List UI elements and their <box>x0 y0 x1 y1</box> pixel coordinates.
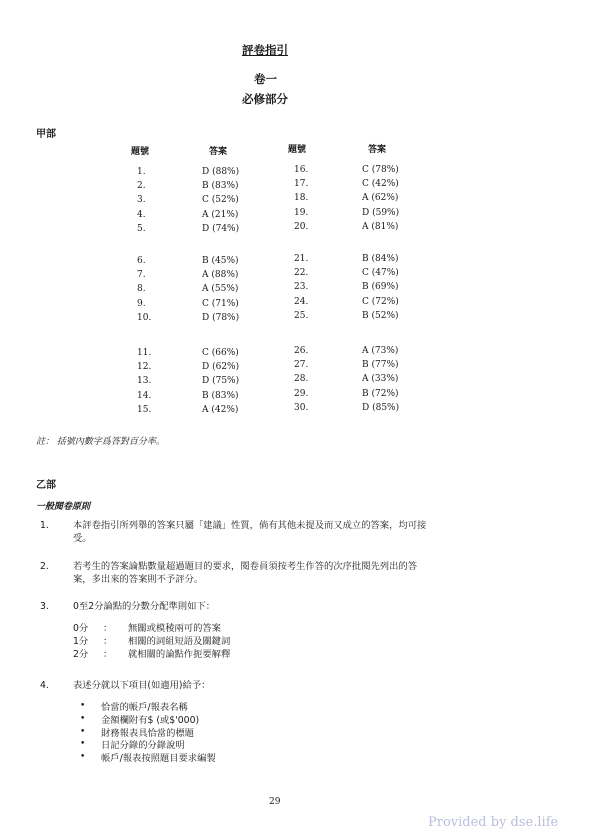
header-question-left: 題號 <box>131 147 150 157</box>
answer-left: D (75%) <box>202 376 240 387</box>
page-title: 評卷指引 <box>242 43 288 57</box>
question-number-left: 12. <box>137 362 152 373</box>
answer-left: D (88%) <box>202 167 240 177</box>
question-number-left: 10. <box>137 312 152 323</box>
answer-left: D (74%) <box>202 223 240 234</box>
answer-right: D (59%) <box>362 207 400 218</box>
answer-right: A (33%) <box>362 374 399 385</box>
section-label: 必修部分 <box>242 92 288 106</box>
item-number: 2. <box>40 561 49 572</box>
item-text-line: 若考生的答案論點數量超過題目的要求，閱卷員須按考生作答的次序批閱先列出的答 <box>73 561 417 572</box>
answer-right: B (72%) <box>362 388 399 399</box>
answer-right: B (69%) <box>362 282 399 293</box>
question-number-left: 4. <box>137 209 146 220</box>
question-number-left: 9. <box>137 298 146 309</box>
score-separator: ： <box>103 636 113 647</box>
question-number-left: 15. <box>137 404 152 415</box>
answer-left: C (66%) <box>202 348 239 358</box>
answer-right: C (78%) <box>362 165 399 175</box>
question-number-right: 25. <box>294 310 309 321</box>
answer-left: B (45%) <box>202 256 239 266</box>
question-number-right: 21. <box>294 254 309 264</box>
question-number-right: 23. <box>294 282 309 293</box>
answer-right: C (42%) <box>362 179 399 190</box>
item-text-line: 表述分就以下項目(如適用)給予： <box>73 680 211 691</box>
question-number-right: 19. <box>294 207 309 218</box>
item-text-line: 0至2分論點的分數分配準則如下： <box>73 601 215 612</box>
bullet-dot: • <box>80 739 86 750</box>
item-text-line: 案，多出來的答案則不予評分。 <box>73 574 204 585</box>
question-number-left: 8. <box>137 284 146 295</box>
paper-label: 卷一 <box>254 72 277 86</box>
question-number-left: 1. <box>137 167 146 177</box>
bullet-dot: • <box>80 726 86 737</box>
bullet-item: 帳戶/報表按照題目要求編製 <box>101 753 216 765</box>
item-text-line: 本評卷指引所列舉的答案只屬「建議」性質，倘有其他未提及而又成立的答案，均可接 <box>73 520 427 531</box>
answer-left: A (88%) <box>202 270 239 281</box>
header-question-right: 題號 <box>288 145 307 155</box>
question-number-left: 5. <box>137 223 146 234</box>
score-label: 2分 <box>73 649 89 660</box>
question-number-right: 22. <box>294 268 309 279</box>
bullet-dot: • <box>80 701 86 711</box>
footer-watermark: Provided by dse.life <box>428 815 559 830</box>
question-number-left: 6. <box>137 256 146 266</box>
header-answer-right: 答案 <box>368 145 387 155</box>
question-number-left: 2. <box>137 181 146 192</box>
question-number-right: 29. <box>294 388 309 399</box>
answer-right: A (62%) <box>362 193 399 204</box>
part-a-label: 甲部 <box>36 129 56 140</box>
item-text-line: 受。 <box>73 533 92 544</box>
question-number-left: 14. <box>137 390 152 401</box>
answer-left: D (62%) <box>202 362 240 373</box>
general-principles-heading: 一般閱卷原則 <box>36 502 91 512</box>
page-number: 29 <box>269 797 281 807</box>
answer-right: C (72%) <box>362 296 399 307</box>
bullet-dot: • <box>80 713 86 724</box>
answer-note: 註： 括號內數字爲答對百分率。 <box>36 437 165 447</box>
answer-left: A (42%) <box>202 404 239 415</box>
answer-right: D (85%) <box>362 402 400 413</box>
bullet-dot: • <box>80 752 86 763</box>
bullet-item: 財務報表具恰當的標題 <box>101 727 194 739</box>
question-number-right: 28. <box>294 374 309 385</box>
part-b-label: 乙部 <box>36 480 56 491</box>
score-description: 無關或模稜兩可的答案 <box>128 623 221 634</box>
answer-left: B (83%) <box>202 181 239 192</box>
bullet-item: 恰當的帳戶/報表名稱 <box>101 702 188 713</box>
question-number-left: 3. <box>137 195 146 206</box>
score-description: 相關的詞組短語及關鍵詞 <box>128 636 231 647</box>
score-separator: ： <box>103 623 113 634</box>
answer-right: A (81%) <box>362 221 399 232</box>
answer-left: D (78%) <box>202 312 240 323</box>
answer-right: A (73%) <box>362 346 399 356</box>
bullet-item: 日記分錄的分錄說明 <box>101 740 185 752</box>
answer-right: B (77%) <box>362 360 399 371</box>
question-number-right: 20. <box>294 221 309 232</box>
answer-left: A (55%) <box>202 284 239 295</box>
question-number-right: 16. <box>294 165 309 175</box>
answer-right: C (47%) <box>362 268 399 279</box>
question-number-right: 30. <box>294 402 309 413</box>
header-answer-left: 答案 <box>209 147 228 157</box>
item-number: 3. <box>40 601 49 612</box>
answer-left: B (83%) <box>202 390 239 401</box>
question-number-left: 13. <box>137 376 152 387</box>
bullet-item: 金額欄附有$ (或$'000) <box>101 714 200 726</box>
answer-right: B (84%) <box>362 254 399 264</box>
item-number: 4. <box>40 680 49 691</box>
score-description: 就相關的論點作扼要解釋 <box>128 649 231 660</box>
score-separator: ： <box>103 649 113 660</box>
question-number-right: 27. <box>294 360 309 371</box>
answer-left: C (71%) <box>202 298 239 309</box>
question-number-left: 11. <box>137 348 152 358</box>
item-number: 1. <box>40 520 49 531</box>
question-number-right: 26. <box>294 346 309 356</box>
score-label: 0分 <box>73 623 89 634</box>
score-label: 1分 <box>73 636 89 647</box>
answer-right: B (52%) <box>362 310 399 321</box>
answer-left: C (52%) <box>202 195 239 206</box>
question-number-left: 7. <box>137 270 146 281</box>
question-number-right: 24. <box>294 296 309 307</box>
question-number-right: 17. <box>294 179 309 190</box>
question-number-right: 18. <box>294 193 309 204</box>
answer-left: A (21%) <box>202 209 239 220</box>
